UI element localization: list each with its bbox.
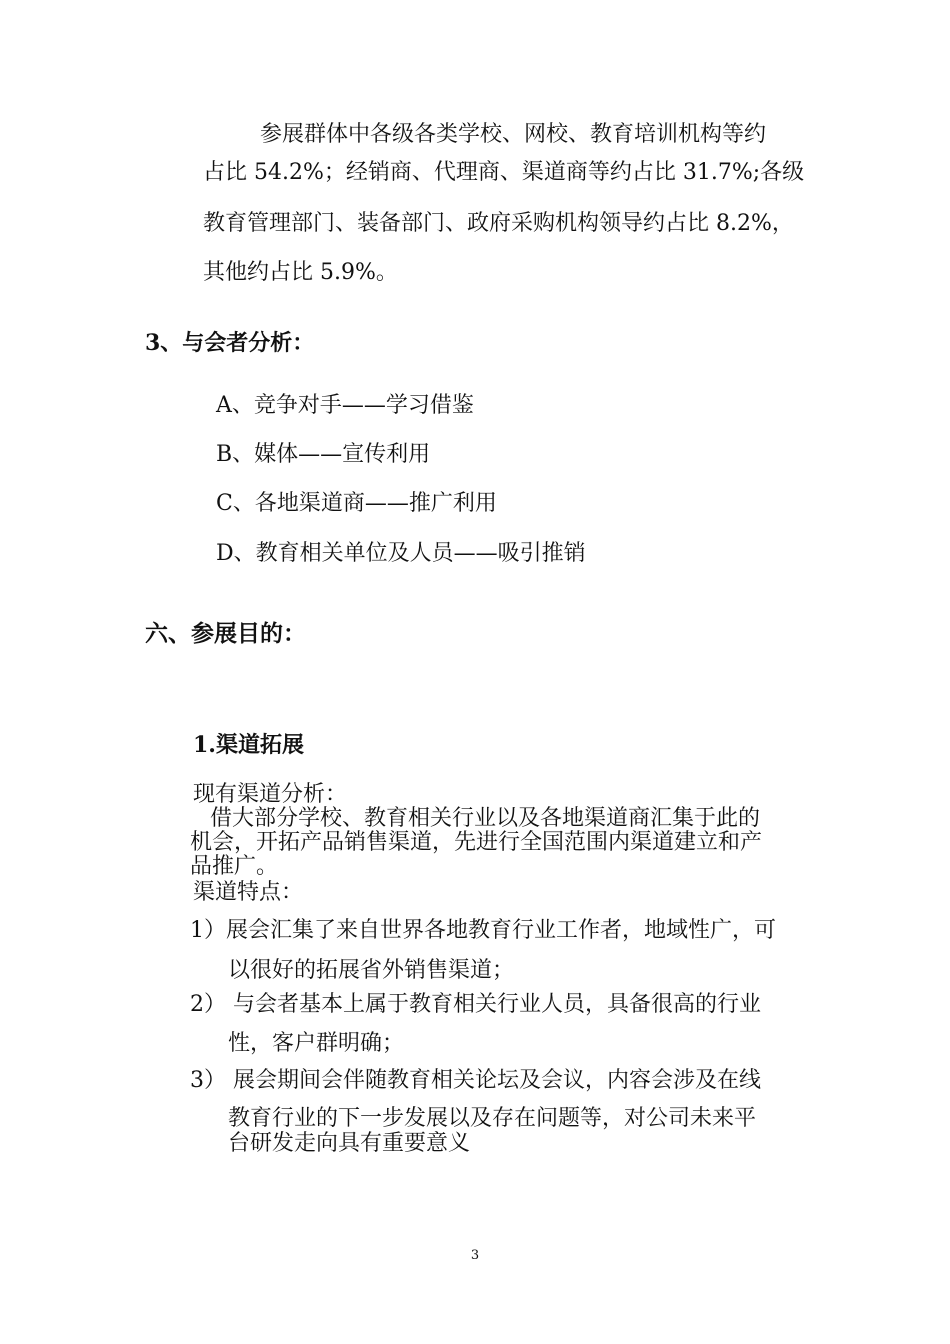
- feature-line: 1）展会汇集了来自世界各地教育行业工作者，地域性广，可: [190, 918, 776, 943]
- paragraph-line: 机会，开拓产品销售渠道，先进行全国范围内渠道建立和产: [190, 830, 763, 855]
- list-item: B、媒体——宣传利用: [216, 442, 431, 467]
- feature-line: 教育行业的下一步发展以及存在问题等，对公司未来平: [228, 1106, 757, 1131]
- paragraph-label: 现有渠道分析：: [193, 782, 348, 807]
- intro-line: 教育管理部门、装备部门、政府采购机构领导约占比 8.2%，: [203, 211, 794, 236]
- intro-line: 其他约占比 5.9%。: [203, 260, 398, 285]
- section-heading: 3、与会者分析：: [145, 330, 315, 356]
- subsection-heading: 1.渠道拓展: [193, 732, 304, 758]
- feature-line: 2） 与会者基本上属于教育相关行业人员，具备很高的行业: [190, 992, 761, 1017]
- paragraph-label: 渠道特点：: [193, 880, 304, 905]
- list-item: D、教育相关单位及人员——吸引推销: [216, 541, 586, 566]
- feature-line: 3） 展会期间会伴随教育相关论坛及会议，内容会涉及在线: [190, 1068, 761, 1093]
- feature-line: 性，客户群明确；: [228, 1031, 405, 1056]
- intro-line: 占比 54.2%；经销商、代理商、渠道商等约占比 31.7%;各级: [203, 160, 805, 185]
- feature-line: 台研发走向具有重要意义: [228, 1131, 471, 1156]
- list-item: C、各地渠道商——推广利用: [216, 491, 497, 516]
- intro-line: 参展群体中各级各类学校、网校、教育培训机构等约: [260, 122, 767, 147]
- list-item: A、竞争对手——学习借鉴: [216, 393, 474, 418]
- page-number: 3: [470, 1248, 480, 1263]
- paragraph-line: 品推广。: [190, 854, 279, 879]
- feature-line: 以很好的拓展省外销售渠道；: [228, 958, 515, 983]
- paragraph-line: 借大部分学校、教育相关行业以及各地渠道商汇集于此的: [210, 806, 761, 831]
- section-heading: 六、参展目的：: [145, 620, 306, 647]
